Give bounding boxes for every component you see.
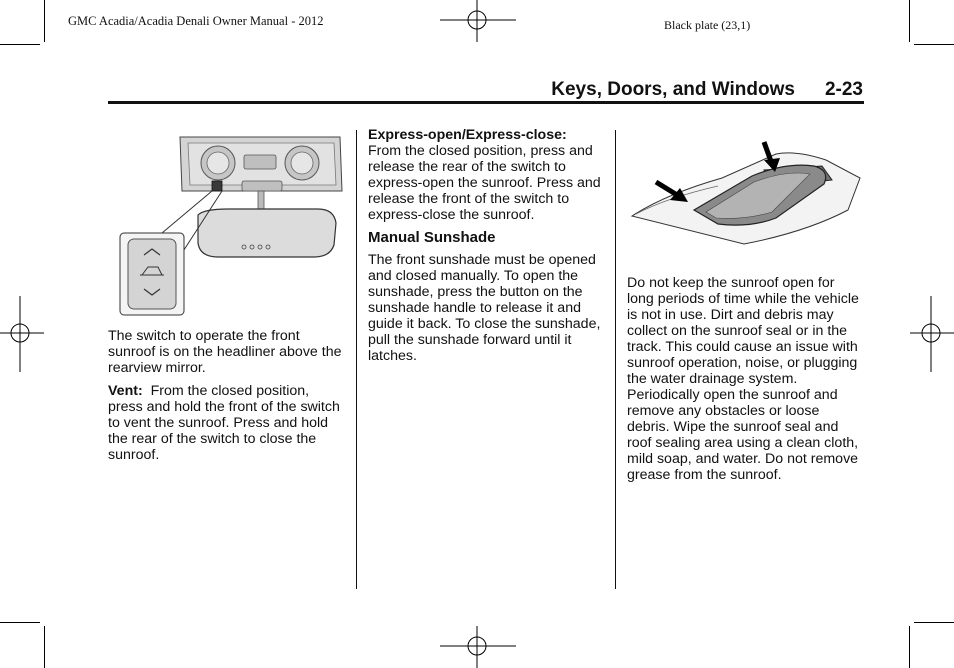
sunshade-paragraph: The front sunshade must be opened and closed manually. To open the sunshade, press the button on the sunshade handle to release it and guide it back. To close the sunshade, pull the sunshade forward until it latches. bbox=[368, 252, 601, 364]
registration-mark-bottom bbox=[440, 624, 516, 668]
manual-title: GMC Acadia/Acadia Denali Owner Manual - 2012 bbox=[68, 14, 324, 28]
page-number: 2-23 bbox=[824, 79, 863, 100]
crop-mark bbox=[44, 0, 45, 42]
crop-mark bbox=[914, 44, 954, 45]
section-name: Keys, Doors, and Windows bbox=[551, 79, 795, 100]
column-1 bbox=[108, 328, 344, 470]
crop-mark bbox=[0, 44, 40, 45]
crop-mark bbox=[909, 0, 910, 42]
crop-mark bbox=[909, 626, 910, 668]
registration-mark-left bbox=[0, 296, 44, 372]
section-title bbox=[520, 79, 863, 101]
registration-mark-right bbox=[910, 296, 954, 372]
crop-mark bbox=[0, 622, 40, 623]
column-2 bbox=[368, 127, 608, 371]
crop-mark bbox=[44, 626, 45, 668]
plate-label: Black plate (23,1) bbox=[664, 18, 751, 32]
column-divider bbox=[356, 130, 357, 589]
crop-mark bbox=[914, 622, 954, 623]
column-divider bbox=[615, 130, 616, 589]
overhead-console-illustration bbox=[118, 133, 346, 317]
sunshade-heading: Manual Sunshade bbox=[368, 229, 496, 246]
intro-paragraph: The switch to operate the front sunroof is on the headliner above the rearview mirror. bbox=[108, 328, 342, 376]
vent-label: Vent: bbox=[108, 383, 143, 399]
maintenance-paragraph: Do not keep the sunroof open for long periods of time while the vehicle is not in use. Dirt and debris may collect on the sunroof seal or in the track. This could cause an issue with sunroof operation, noise, or plugging the water drainage system. Periodically open the sunroof and remove any obstacles or loose debris. Wipe the sunroof seal and roof sealing area using a clean cloth, mild soap, and water. Do not remove grease from the sunroof. bbox=[627, 275, 859, 483]
column-3 bbox=[627, 275, 863, 490]
registration-mark-top bbox=[440, 0, 516, 44]
sunroof-illustration bbox=[626, 136, 864, 248]
express-paragraph bbox=[368, 127, 608, 223]
vent-paragraph bbox=[108, 383, 344, 463]
express-text: From the closed position, press and release the rear of the switch to express-open the sunroof. Press and release the front of the switch to express-close the sunroof. bbox=[368, 143, 601, 223]
vent-text: From the closed position, press and hold the front of the switch to vent the sunroof. Press and hold the rear of the switch to close the sunroof. bbox=[108, 383, 340, 463]
express-label: Express-open/Express-close: bbox=[368, 127, 567, 143]
header-rule bbox=[108, 101, 864, 104]
